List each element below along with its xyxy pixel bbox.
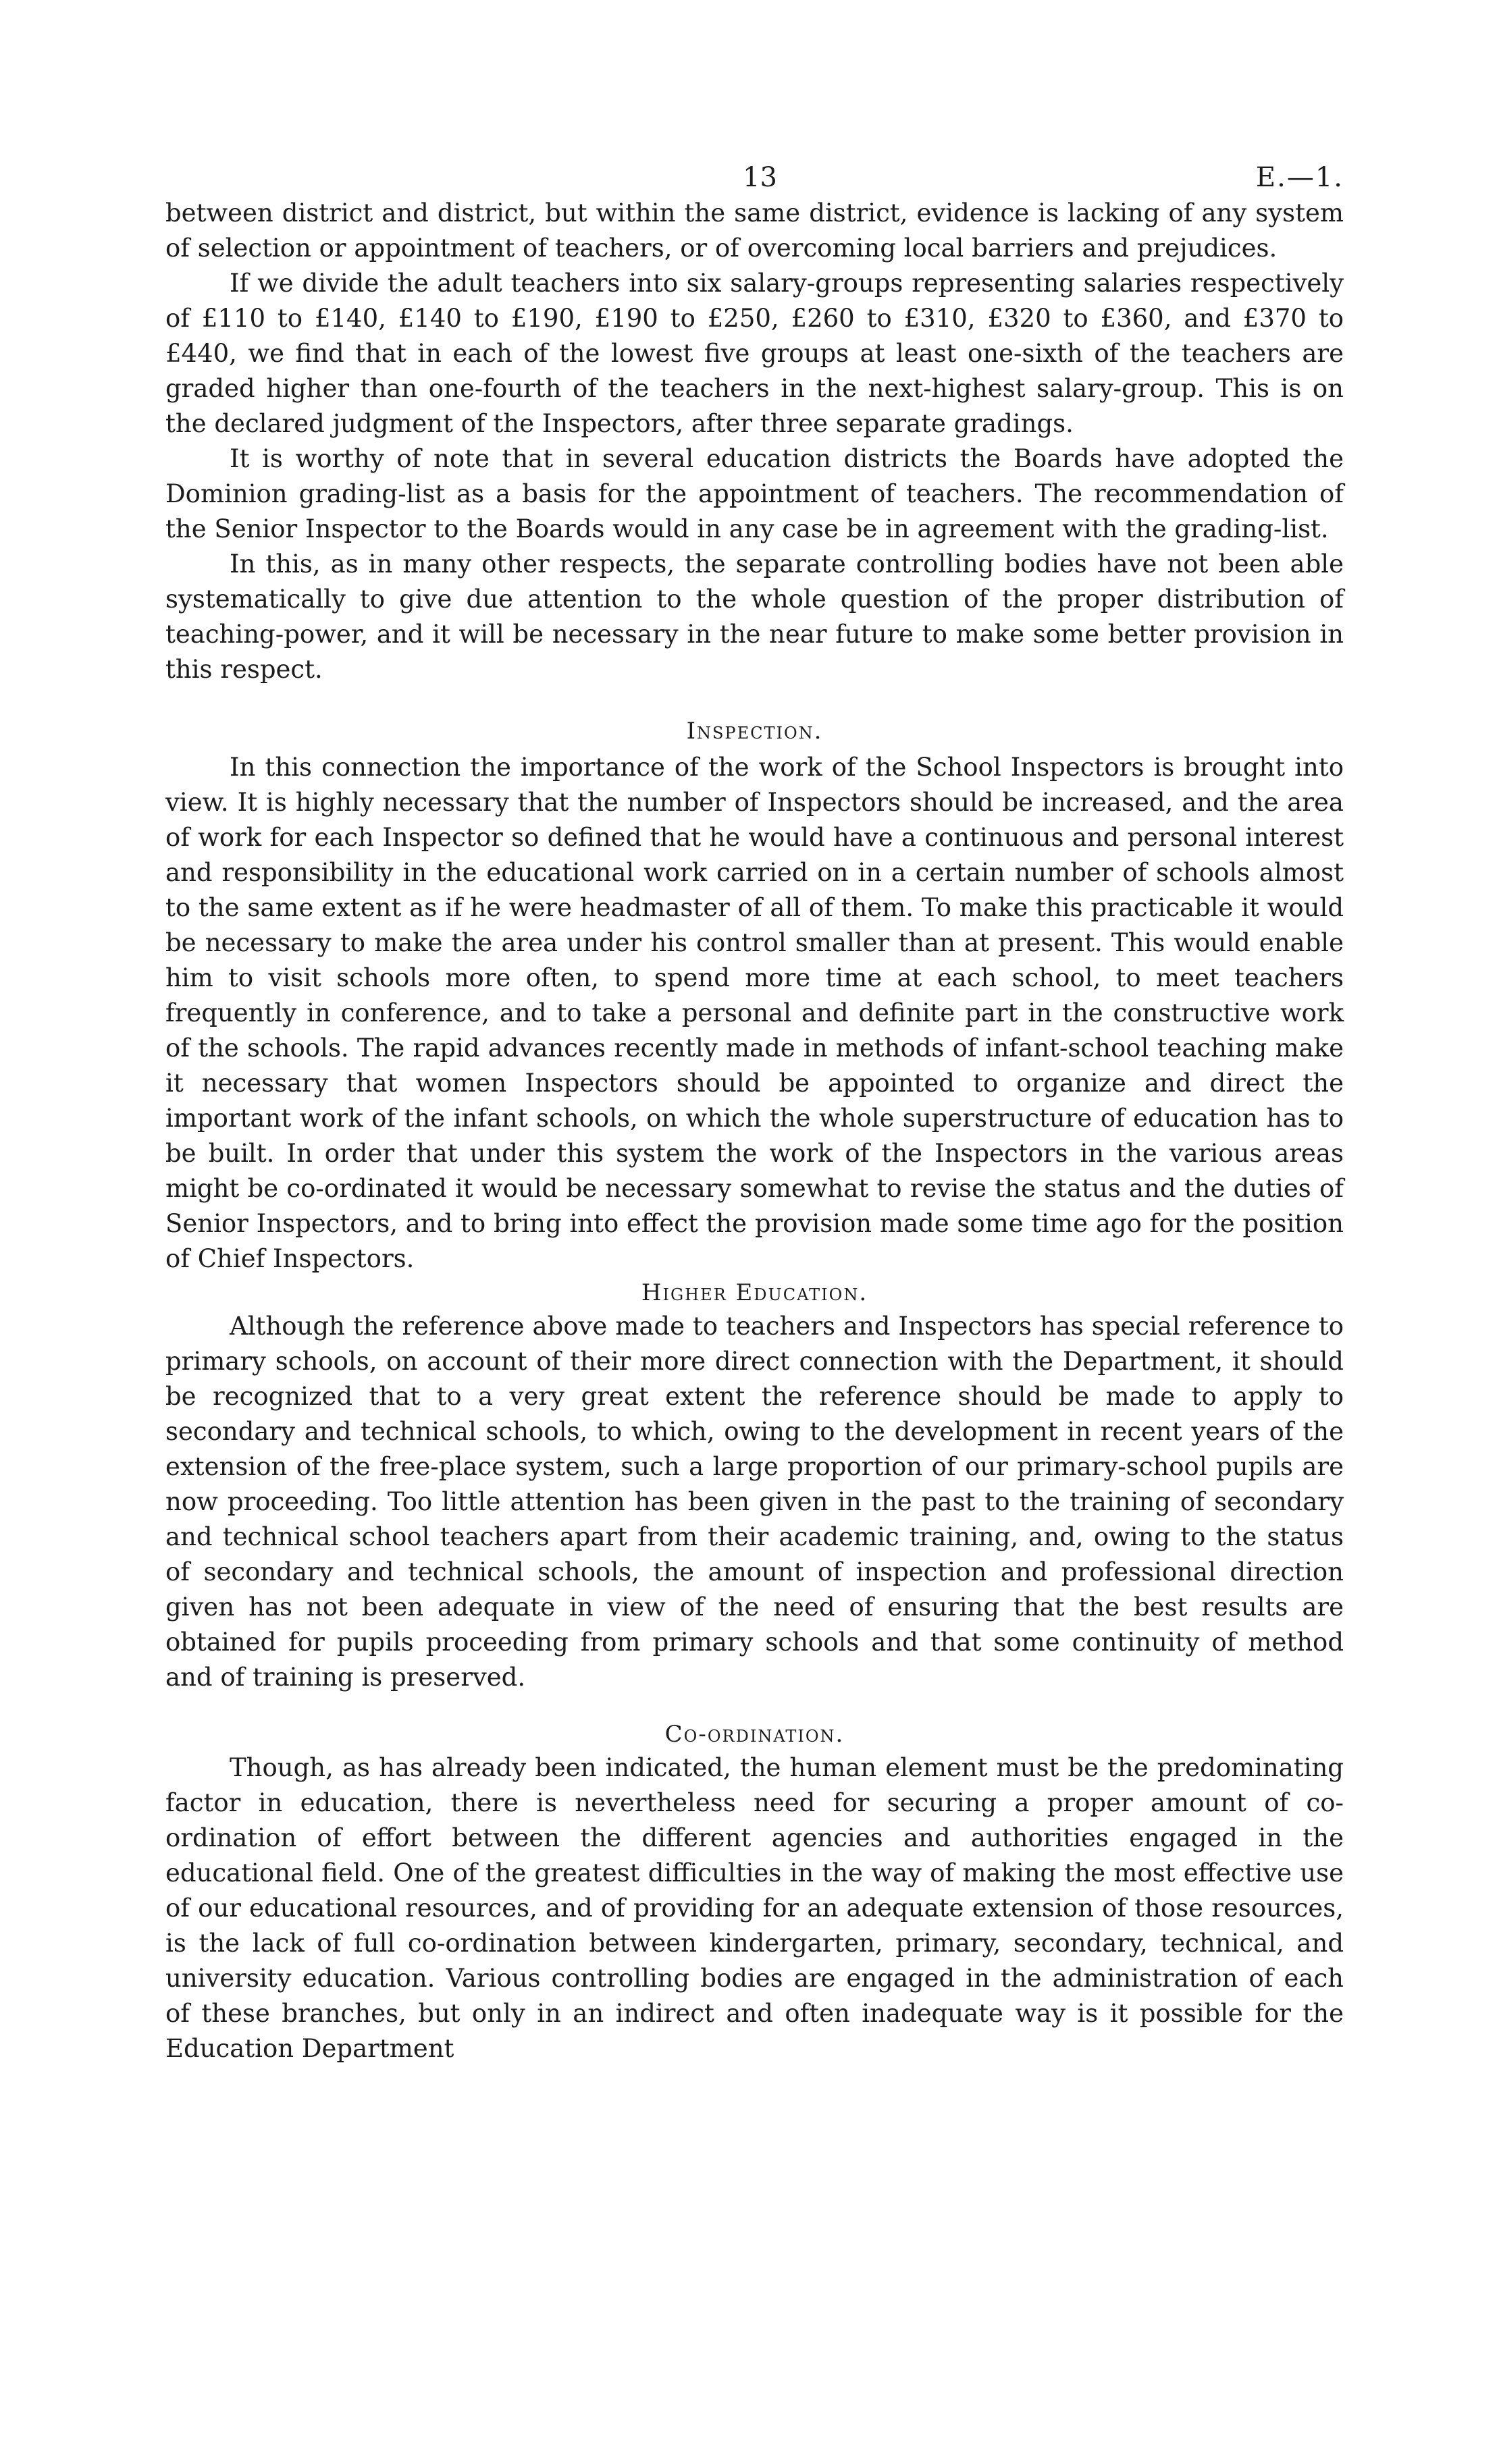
page-header [165,155,1344,196]
higher-education-paragraph: Although the reference above made to teachers and Inspectors has special reference to primary schools, on account of their more direct connection with the Department, it should be recognized that to a very great extent the reference should be made to apply to secondary and technical schools, to which, owing to the development in recent years of the extension of the free-place system, such a large proportion of our primary-school pupils are now proceeding. Too little attention has been given in the past to the training of secondary and technical school teachers apart from their academic training, and, owing to the status of secondary and technical schools, the amount of inspection and professional direction given has not been adequate in view of the need of ensuring that the best results are obtained for pupils proceeding from primary schools and that some continuity of method and of training is preserved. [165,1312,1344,1692]
inspection-paragraph: In this connection the importance of the work of the School Inspectors is brought into view. It is highly necessary that the number of Inspectors should be increased, and the area of work for each Inspector so defined that he would have a continuous and personal interest and responsibility in the educational work carried on in a certain number of schools almost to the same extent as if he were headmaster of all of them. To make this practicable it would be necessary to make the area under his control smaller than at present. This would enable him to visit schools more often, to spend more time at each school, to meet teachers frequently in conference, and to take a personal and definite part in the constructive work of the schools. The rapid advances recently made in methods of infant-school teaching make it necessary that women Inspectors should be appointed to organize and direct the important work of the infant schools, on which the whole superstructure of education has to be built. In order that under this system the work of the Inspectors in the various areas might be co-ordinated it would be necessary somewhat to revise the status and the duties of Senior Inspectors, and to bring into effect the provision made some time ago for the position of Chief Inspectors. [165,753,1344,1273]
section-heading-coordination: Co-ordination. [664,1721,845,1748]
coordination-paragraph: Though, as has already been indicated, the human element must be the predominating factor in education, there is nevertheless need for securing a proper amount of co-ordination of effort between the different agencies and authorities engaged in the educational field. One of the greatest difficulties in the way of making the most effective use of our educational resources, and of providing for an adequate extension of those resources, is the lack of full co-ordination between kindergarten, primary, secondary, technical, and university education. Various controlling bodies are engaged in the administration of each of these branches, but only in an indirect and often inadequate way is it possible for the Education Department [165,1753,1344,2063]
section-heading-higher-education: Higher Education. [641,1279,868,1306]
intro-paragraph-3: It is worthy of note that in several education districts the Boards have adopted the Dominion grading-list as a basis for the appointment of teachers. The recommendation of the Senior Inspector to the Boards would in any case be in agreement with the grading-list. [165,444,1344,543]
intro-paragraph-4: In this, as in many other respects, the separate controlling bodies have not been able systematically to give due attention to the whole question of the proper distribution of teaching-power, and it will be necessary in the near future to make some better provision in this respect. [165,550,1344,684]
intro-paragraph-2: If we divide the adult teachers into six salary-groups representing salaries respectively of £110 to £140, £140 to £190, £190 to £250, £260 to £310, £320 to £360, and £370 to £440, we find that in each of the lowest five groups at least one-sixth of the teachers are graded higher than one-fourth of the teachers in the next-highest salary-group. This is on the declared judgment of the Inspectors, after three separate gradings. [165,269,1344,438]
page-number: 13 [743,162,777,193]
document-reference: E.—1. [1255,162,1344,193]
document-page [165,155,1344,2066]
section-heading-inspection: Inspection. [686,718,823,745]
intro-paragraph-1: between district and district, but within the same district, evidence is lacking of any system of selection or appointment of teachers, or of overcoming local barriers and prejudices. [165,198,1344,263]
